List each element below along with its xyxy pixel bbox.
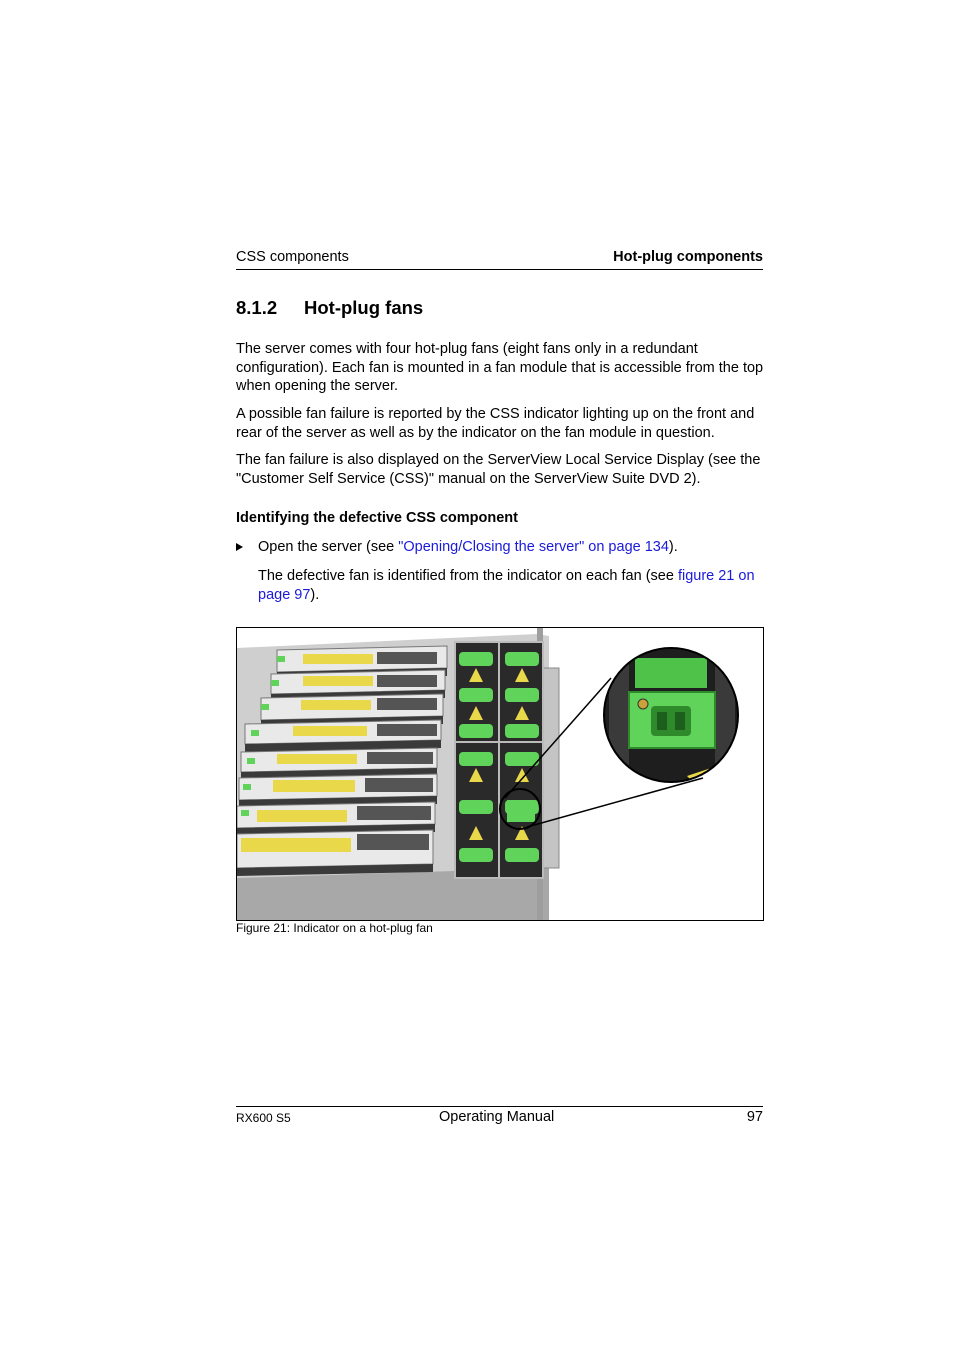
- footer-manual: Operating Manual: [439, 1109, 555, 1125]
- server-fan-illustration: [237, 628, 763, 920]
- paragraph-3: The fan failure is also displayed on the ServerView Local Service Display (see the "Customer Self Service (CSS)" manual on the ServerView Suite DVD 2).: [236, 452, 761, 487]
- step-suffix: ).: [668, 539, 678, 555]
- step-link[interactable]: "Opening/Closing the server" on page 134: [398, 539, 669, 555]
- section-heading: [236, 297, 423, 319]
- paragraph-2: A possible fan failure is reported by the CSS indicator lighting up on the front and rear of the server as well as by the indicator on the fan module in question.: [236, 406, 755, 441]
- note-suffix: ).: [310, 586, 320, 603]
- running-header-right: Hot-plug components: [613, 249, 763, 265]
- zoom-detail: [597, 642, 747, 792]
- header-rule: [236, 269, 763, 270]
- subheading: Identifying the defective CSS component: [236, 510, 518, 526]
- section-number: 8.1.2: [236, 297, 278, 318]
- note-prefix: The defective fan is identified from the indicator on each fan (see: [258, 568, 678, 584]
- fan-indicator: [507, 800, 535, 822]
- figure-caption: Figure 21: Indicator on a hot-plug fan: [236, 921, 433, 935]
- figure-21: [236, 627, 764, 921]
- footer-product: RX600 S5: [236, 1111, 291, 1125]
- note-text: [258, 567, 763, 604]
- page-number: 97: [746, 1109, 763, 1125]
- paragraph-1: The server comes with four hot-plug fans (eight fans only in a redundant configuration). Each fan is mounted in a fan module that is accessible from the top when opening the server.: [236, 341, 764, 394]
- bullet-arrow-icon: [236, 543, 243, 551]
- section-title: Hot-plug fans: [304, 297, 424, 318]
- running-header-left: CSS components: [236, 249, 349, 265]
- step-text: [258, 538, 768, 557]
- note-link[interactable]: figure 21 on page 97: [258, 568, 755, 603]
- footer-rule: [236, 1106, 763, 1107]
- step-prefix: Open the server (see: [258, 539, 399, 555]
